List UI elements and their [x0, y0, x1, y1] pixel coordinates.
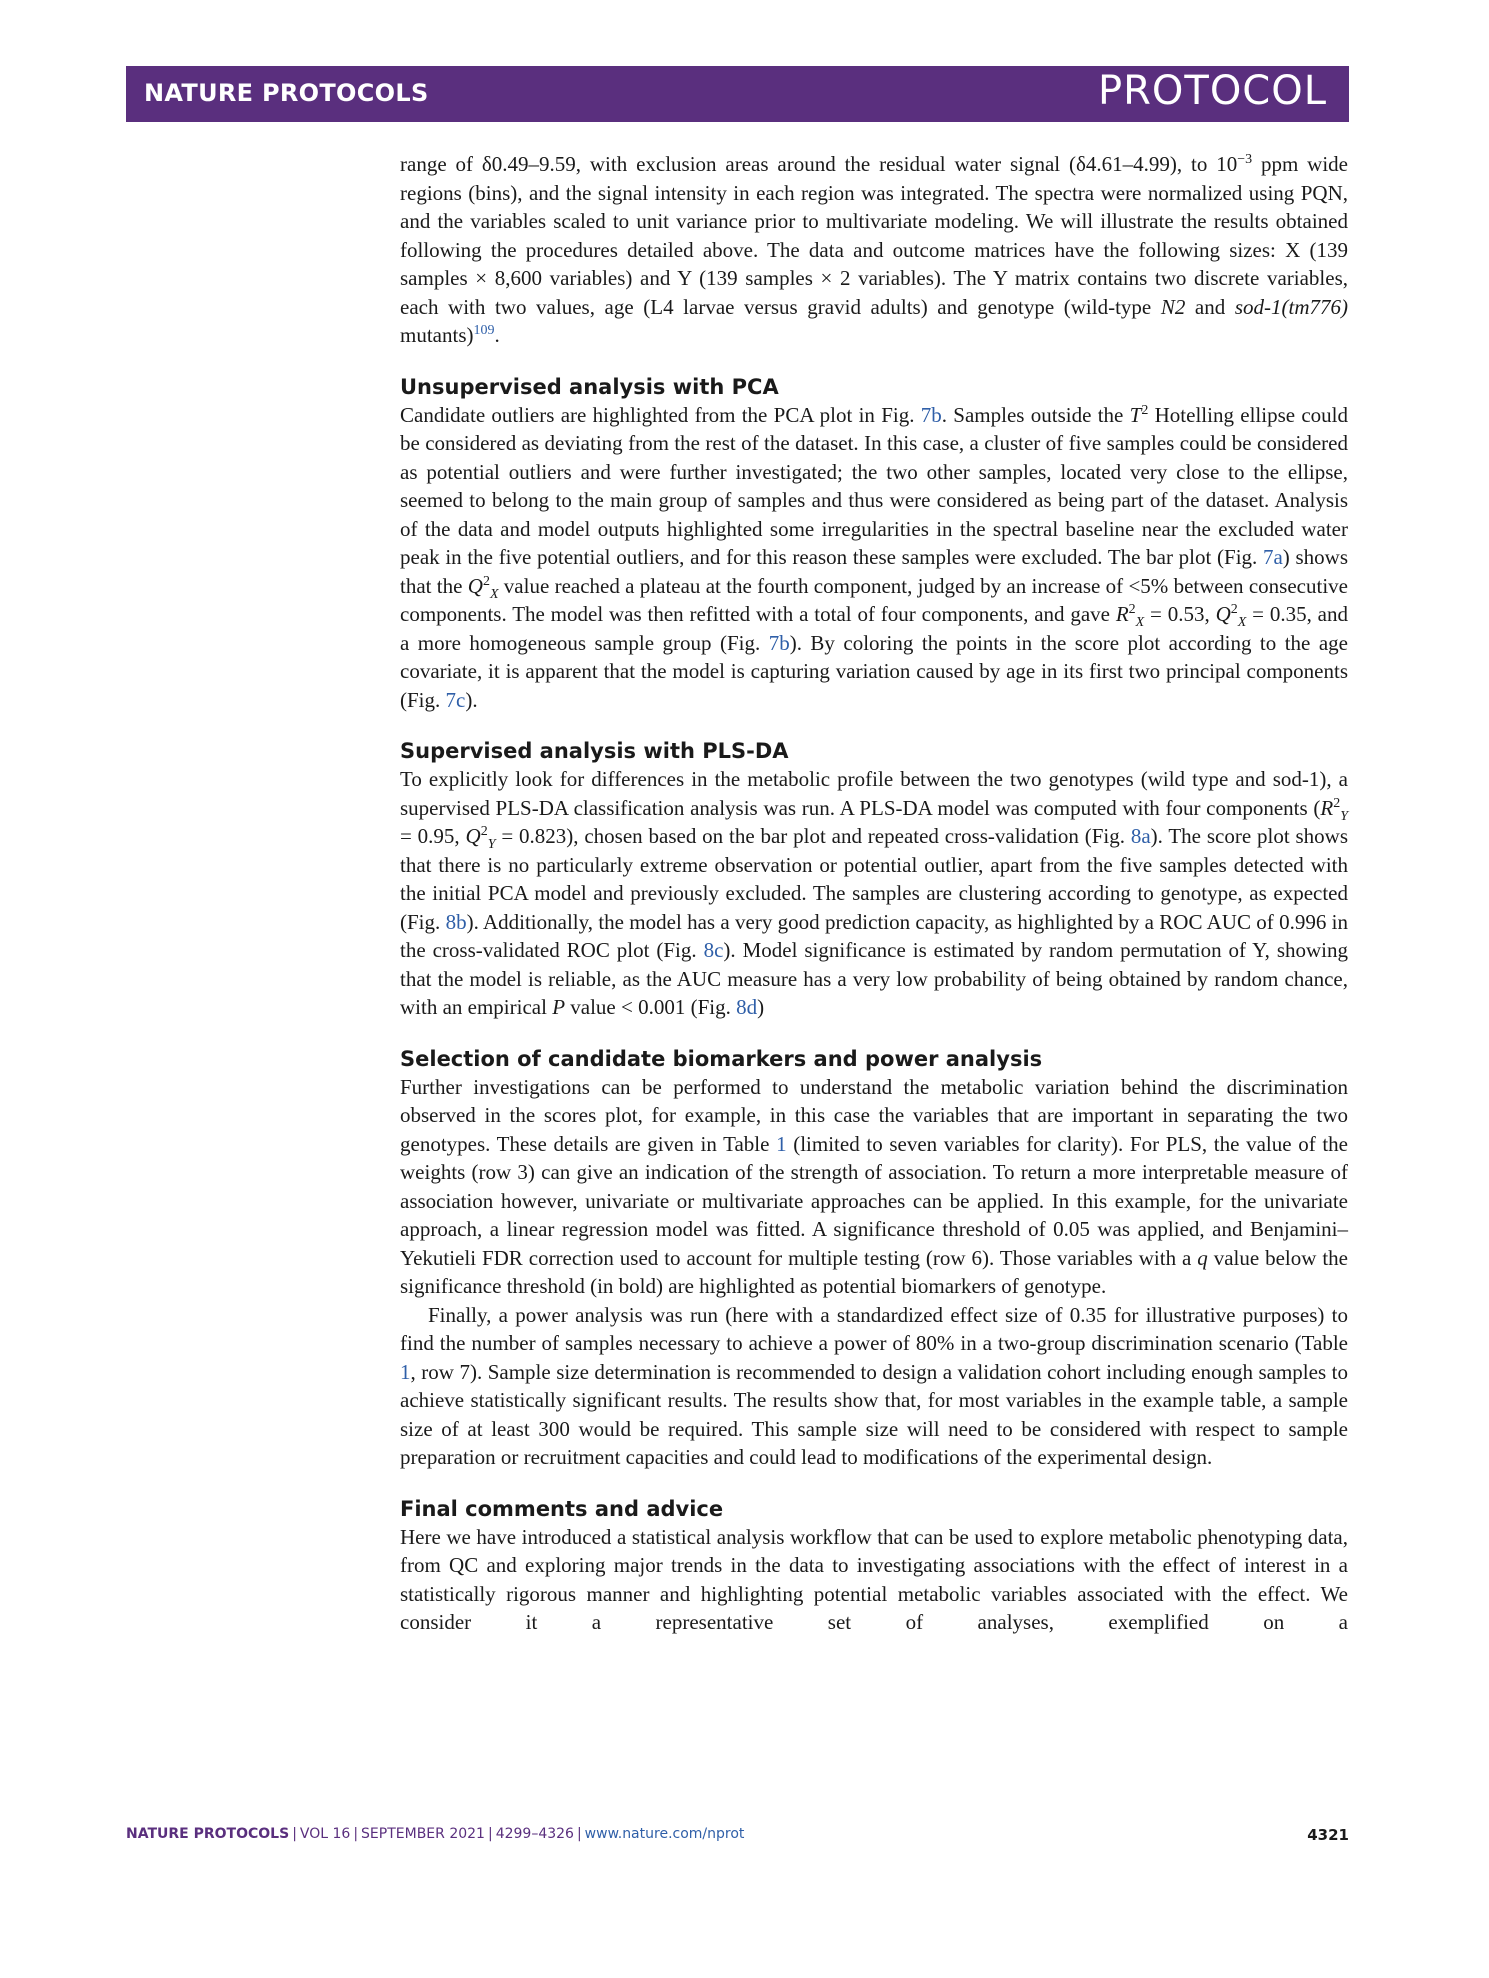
footer-journal: NATURE PROTOCOLS — [126, 1826, 290, 1842]
figure-link[interactable]: 7b — [920, 402, 942, 427]
paragraph: Here we have introduced a statistical analysis workflow that can be used to explore metabolic phenotyping data, from QC and exploring major trends in the data to investigating associations with the effect of interest in a statistically rigorous manner and highlighting potential metabolic variables associated with the effect. We consider it a representative set of analyses, exemplified on a — [400, 1524, 1348, 1634]
figure-link[interactable]: 8b — [445, 909, 467, 934]
footer-pages: 4299–4326 — [495, 1826, 574, 1842]
footer-volume: VOL 16 — [299, 1826, 351, 1842]
article-type: PROTOCOL — [1097, 68, 1327, 114]
section-final — [400, 1495, 1348, 1637]
journal-name: NATURE PROTOCOLS — [144, 79, 429, 107]
paragraph: Candidate outliers are highlighted from the PCA plot in Fig. 7b. Samples outside the $T^2$ Hotelling ellipse could be considered as deviating from the rest of the dataset. In this case, a cluster of five samples could be considered as potential outliers and were further investigated; the two other samples, located very close to the ellipse, seemed to belong to the main group of samples and thus were considered as being part of the dataset. Analysis of the data and model outputs highlighted some irregularities in the spectral baseline near the excluded water peak in the five potential outliers, and for this reason these samples were excluded. The bar plot (Fig. 7a) shows that the $Q^2_X$ value reached a plateau at the fourth component, judged by an increase of <5% between consecutive components. The model was then refitted with a total of four components, and gave $R^2_X = 0.53$, $Q^2_X = 0.35$, and a more homogeneous sample group (Fig. 7b). By coloring the points in the score plot according to the age covariate, it is apparent that the model is capturing variation caused by age in its first two principal components (Fig. 7c). — [400, 402, 1349, 712]
figure-link[interactable]: 8d — [736, 995, 758, 1019]
section-plsda — [400, 737, 1348, 1022]
table-link[interactable]: 1 — [400, 1359, 411, 1384]
section-heading: Final comments and advice — [400, 1496, 724, 1521]
section-biomarkers — [400, 1045, 1348, 1472]
section-heading: Selection of candidate biomarkers and power analysis — [400, 1046, 1043, 1071]
figure-link[interactable]: 8a — [1130, 824, 1151, 848]
section-heading: Unsupervised analysis with PCA — [400, 374, 779, 399]
footer-citation: NATURE PROTOCOLS | VOL 16 | SEPTEMBER 2021 | 4299–4326 | www.nature.com/nprot — [126, 1826, 745, 1842]
footer-date: SEPTEMBER 2021 — [361, 1826, 485, 1842]
intro-paragraph: range of δ0.49–9.59, with exclusion areas around the residual water signal (δ4.61–4.99), to $10^{-3}$ ppm wide regions (bins), and the signal intensity in each region was integrated. The spectra were normalized using PQN, and the variables scaled to unit variance prior to multivariate modeling. We will illustrate the results obtained following the procedures detailed above. The data and outcome matrices have the following sizes: X (139 samples × 8,600 variables) and Y (139 samples × 2 variables). The Y matrix contains two discrete variables, each with two values, age (L4 larvae versus gravid adults) and genotype (wild-type N2 and sod-1(tm776) mutants)$^{109}$. — [400, 152, 1348, 347]
paragraph: Finally, a power analysis was run (here with a standardized effect size of 0.35 for illustrative purposes) to find the number of samples necessary to achieve a power of 80% in a two-group discrimination scenario (Table 1, row 7). Sample size determination is recommended to design a validation cohort including enough samples to achieve statistically significant results. The results show that, for most variables in the example table, a sample size of at least 300 would be required. This sample size will need to be considered with respect to sample preparation or recruitment capacities and could lead to modifications of the experimental design. — [400, 1302, 1348, 1469]
citation-link[interactable]: 109 — [473, 323, 495, 338]
section-heading: Supervised analysis with PLS-DA — [400, 739, 789, 763]
header-bar — [126, 66, 1349, 122]
page-number: 4321 — [1307, 1826, 1349, 1844]
section-pca — [400, 373, 1348, 715]
figure-link[interactable]: 7c — [445, 687, 466, 712]
figure-link[interactable]: 7a — [1262, 545, 1283, 569]
figure-link[interactable]: 7b — [768, 630, 790, 655]
figure-link[interactable]: 8c — [703, 938, 724, 962]
article-body — [400, 150, 1348, 1637]
paragraph: Further investigations can be performed to understand the metabolic variation behind the discrimination observed in the scores plot, for example, in this case the variables that are important in separating the two genotypes. These details are given in Table 1 (limited to seven variables for clarity). For PLS, the value of the weights (row 3) can give an indication of the strength of association. To return a more interpretable measure of association however, univariate or multivariate approaches can be applied. In this example, for the univariate approach, a linear regression model was fitted. A significance threshold of 0.05 was applied, and Benjamini–Yekutieli FDR correction used to account for multiple testing (row 6). Those variables with a q value below the significance threshold (in bold) are highlighted as potential biomarkers of genotype. — [400, 1074, 1349, 1298]
paragraph: To explicitly look for differences in the metabolic profile between the two genotypes (wild type and sod-1), a supervised PLS-DA classification analysis was run. A PLS-DA model was computed with four components ($R^2_Y = 0.95$, $Q^2_Y = 0.823$), chosen based on the bar plot and repeated cross-validation (Fig. 8a). The score plot shows that there is no particularly extreme observation or potential outlier, apart from the five samples detected with the initial PCA model and previously excluded. The samples are clustering according to genotype, as expected (Fig. 8b). Additionally, the model has a very good prediction capacity, as highlighted by a ROC AUC of 0.996 in the cross-validated ROC plot (Fig. 8c). Model significance is estimated by random permutation of Y, showing that the model is reliable, as the AUC measure has a very low probability of being obtained by random chance, with an empirical P value < 0.001 (Fig. 8d) — [400, 767, 1349, 1019]
page-footer — [126, 1826, 1349, 1850]
footer-url-link[interactable]: www.nature.com/nprot — [584, 1826, 745, 1842]
table-link[interactable]: 1 — [776, 1131, 787, 1156]
